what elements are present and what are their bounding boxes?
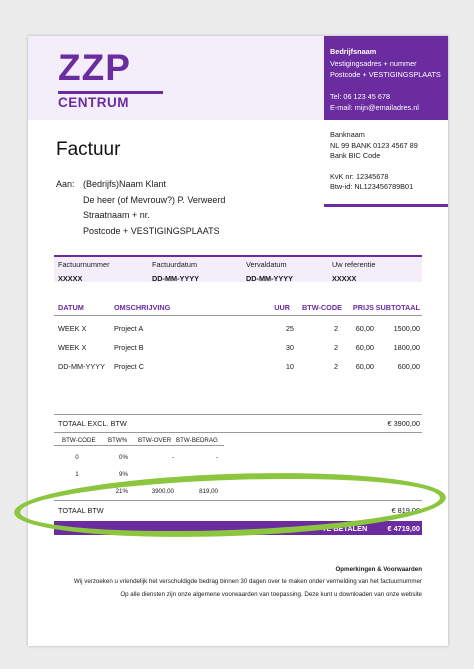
meta-invoice-date: [152, 260, 199, 283]
total-vat-value: € 819,00: [391, 506, 420, 515]
vat-cell: 0: [75, 454, 79, 461]
amount-due-bar: [54, 521, 422, 535]
recipient-line: Straatnaam + nr.: [83, 210, 150, 220]
col-price: PRIJS: [352, 303, 374, 312]
bank-block: [330, 130, 418, 193]
cell-vat-code: 2: [333, 362, 338, 371]
vat-cell: 0%: [119, 454, 128, 461]
cell-description: Project A: [114, 324, 144, 333]
vat-col-code: BTW-CODE: [62, 437, 96, 444]
col-vat-code: BTW-CODE: [302, 303, 342, 312]
col-description: OMSCHRIJVING: [114, 303, 171, 312]
bank-name: Banknaam: [330, 130, 365, 139]
cell-vat-code: 2: [333, 324, 338, 333]
vat-cell: 9%: [119, 471, 128, 478]
vat-col-amount: BTW-BEDRAG: [176, 437, 218, 444]
col-subtotal: SUBTOTAAL: [375, 303, 420, 312]
company-address2: Postcode + VESTIGINGSPLAATS: [330, 70, 441, 79]
recipient-line: Postcode + VESTIGINGSPLAATS: [83, 225, 220, 236]
company-block: [324, 36, 448, 120]
terms-line: Wij verzoeken u vriendelijk het verschuldigde bedrag binnen 30 dagen over te maken onder vermelding van het factuurnummer: [73, 578, 422, 585]
company-address1: Vestigingsadres + nummer: [330, 58, 417, 68]
vat-cell: -: [171, 454, 174, 461]
total-vat-label: TOTAAL BTW: [58, 506, 104, 515]
vat-cell: 2: [75, 488, 79, 495]
cell-description: Project C: [114, 362, 145, 371]
terms-line: Op alle diensten zijn onze algemene voorwaarden van toepassing. Deze kunt u downloaden van onze website: [120, 591, 422, 598]
col-hours: UUR: [274, 303, 290, 312]
logo-underline: [58, 91, 163, 94]
vat-cell: 1: [75, 471, 79, 478]
table-row: [54, 324, 422, 336]
cell-description: Project B: [114, 343, 144, 352]
cell-subtotal: 1800,00: [393, 343, 420, 352]
company-email: E-mail: mijn@emailadres.nl: [330, 103, 419, 112]
totals-divider: [54, 500, 422, 501]
vat-cell: 3900,00: [151, 488, 174, 495]
meta-label: Uw referentie: [332, 260, 376, 269]
total-excl-label: TOTAAL EXCL. BTW: [58, 419, 127, 428]
cell-date: WEEK X: [58, 343, 87, 352]
recipient-line: (Bedrijfs)Naam Klant: [83, 179, 167, 189]
invoice-sheet: [28, 36, 448, 646]
logo-text: ZZP: [58, 47, 131, 88]
totals-divider: [54, 432, 422, 433]
cell-vat-code: 2: [333, 343, 338, 352]
logo-subtitle: CENTRUM: [58, 95, 129, 110]
totals-divider: [54, 414, 422, 415]
cell-hours: 30: [285, 343, 294, 352]
vat-cell: 819,00: [199, 488, 218, 495]
cell-hours: 10: [285, 362, 294, 371]
cell-price: 60,00: [355, 362, 374, 371]
table-row: [54, 362, 422, 374]
cell-subtotal: 600,00: [397, 362, 420, 371]
vat-cell: 21%: [115, 488, 128, 495]
recipient-label: Aan:: [56, 179, 75, 189]
table-row: [54, 343, 422, 355]
cell-subtotal: 1500,00: [393, 324, 420, 333]
cell-date: WEEK X: [58, 324, 87, 333]
vat-table-header: [54, 436, 224, 446]
bank-bic: Bank BIC Code: [330, 151, 381, 160]
cell-price: 60,00: [355, 324, 374, 333]
vat-col-over: BTW-OVER: [138, 437, 172, 444]
amount-due-value: € 4719,00: [387, 524, 420, 533]
cell-price: 60,00: [355, 343, 374, 352]
total-excl-value: € 3900,00: [387, 419, 420, 428]
page-title: Factuur: [56, 139, 121, 160]
amount-due-label: TE BETALEN: [322, 524, 368, 533]
cell-date: DD-MM-YYYY: [58, 362, 106, 371]
meta-value: DD-MM-YYYY: [152, 274, 200, 283]
meta-value: XXXXX: [58, 274, 83, 283]
meta-value: XXXXX: [332, 274, 357, 283]
recipient-line: De heer (of Mevrouw?) P. Verweerd: [83, 194, 226, 205]
bank-iban: NL 99 BANK 0123 4567 89: [330, 140, 418, 150]
vat-col-pct: BTW%: [108, 437, 128, 444]
company-name: Bedrijfsnaam: [330, 47, 377, 56]
terms-heading: Opmerkingen & Voorwaarden: [335, 566, 422, 573]
vat-cell: -: [215, 454, 218, 461]
cell-hours: 25: [285, 324, 294, 333]
bank-divider: [324, 204, 448, 207]
meta-invoice-number: [58, 260, 110, 283]
company-phone: Tel: 06 123 45 678: [330, 91, 391, 101]
invoice-meta: [54, 255, 422, 282]
bank-btw: Btw-id: NL123456789B01: [330, 182, 414, 191]
meta-value: DD-MM-YYYY: [246, 274, 294, 283]
meta-label: Factuurnummer: [58, 260, 110, 269]
meta-label: Vervaldatum: [246, 260, 287, 269]
meta-due-date: [246, 260, 293, 283]
bank-kvk: KvK nr: 12345678: [330, 171, 389, 181]
meta-label: Factuurdatum: [152, 260, 198, 269]
items-table-header: [54, 303, 422, 316]
col-date: DATUM: [58, 303, 84, 312]
meta-reference: [332, 260, 375, 283]
